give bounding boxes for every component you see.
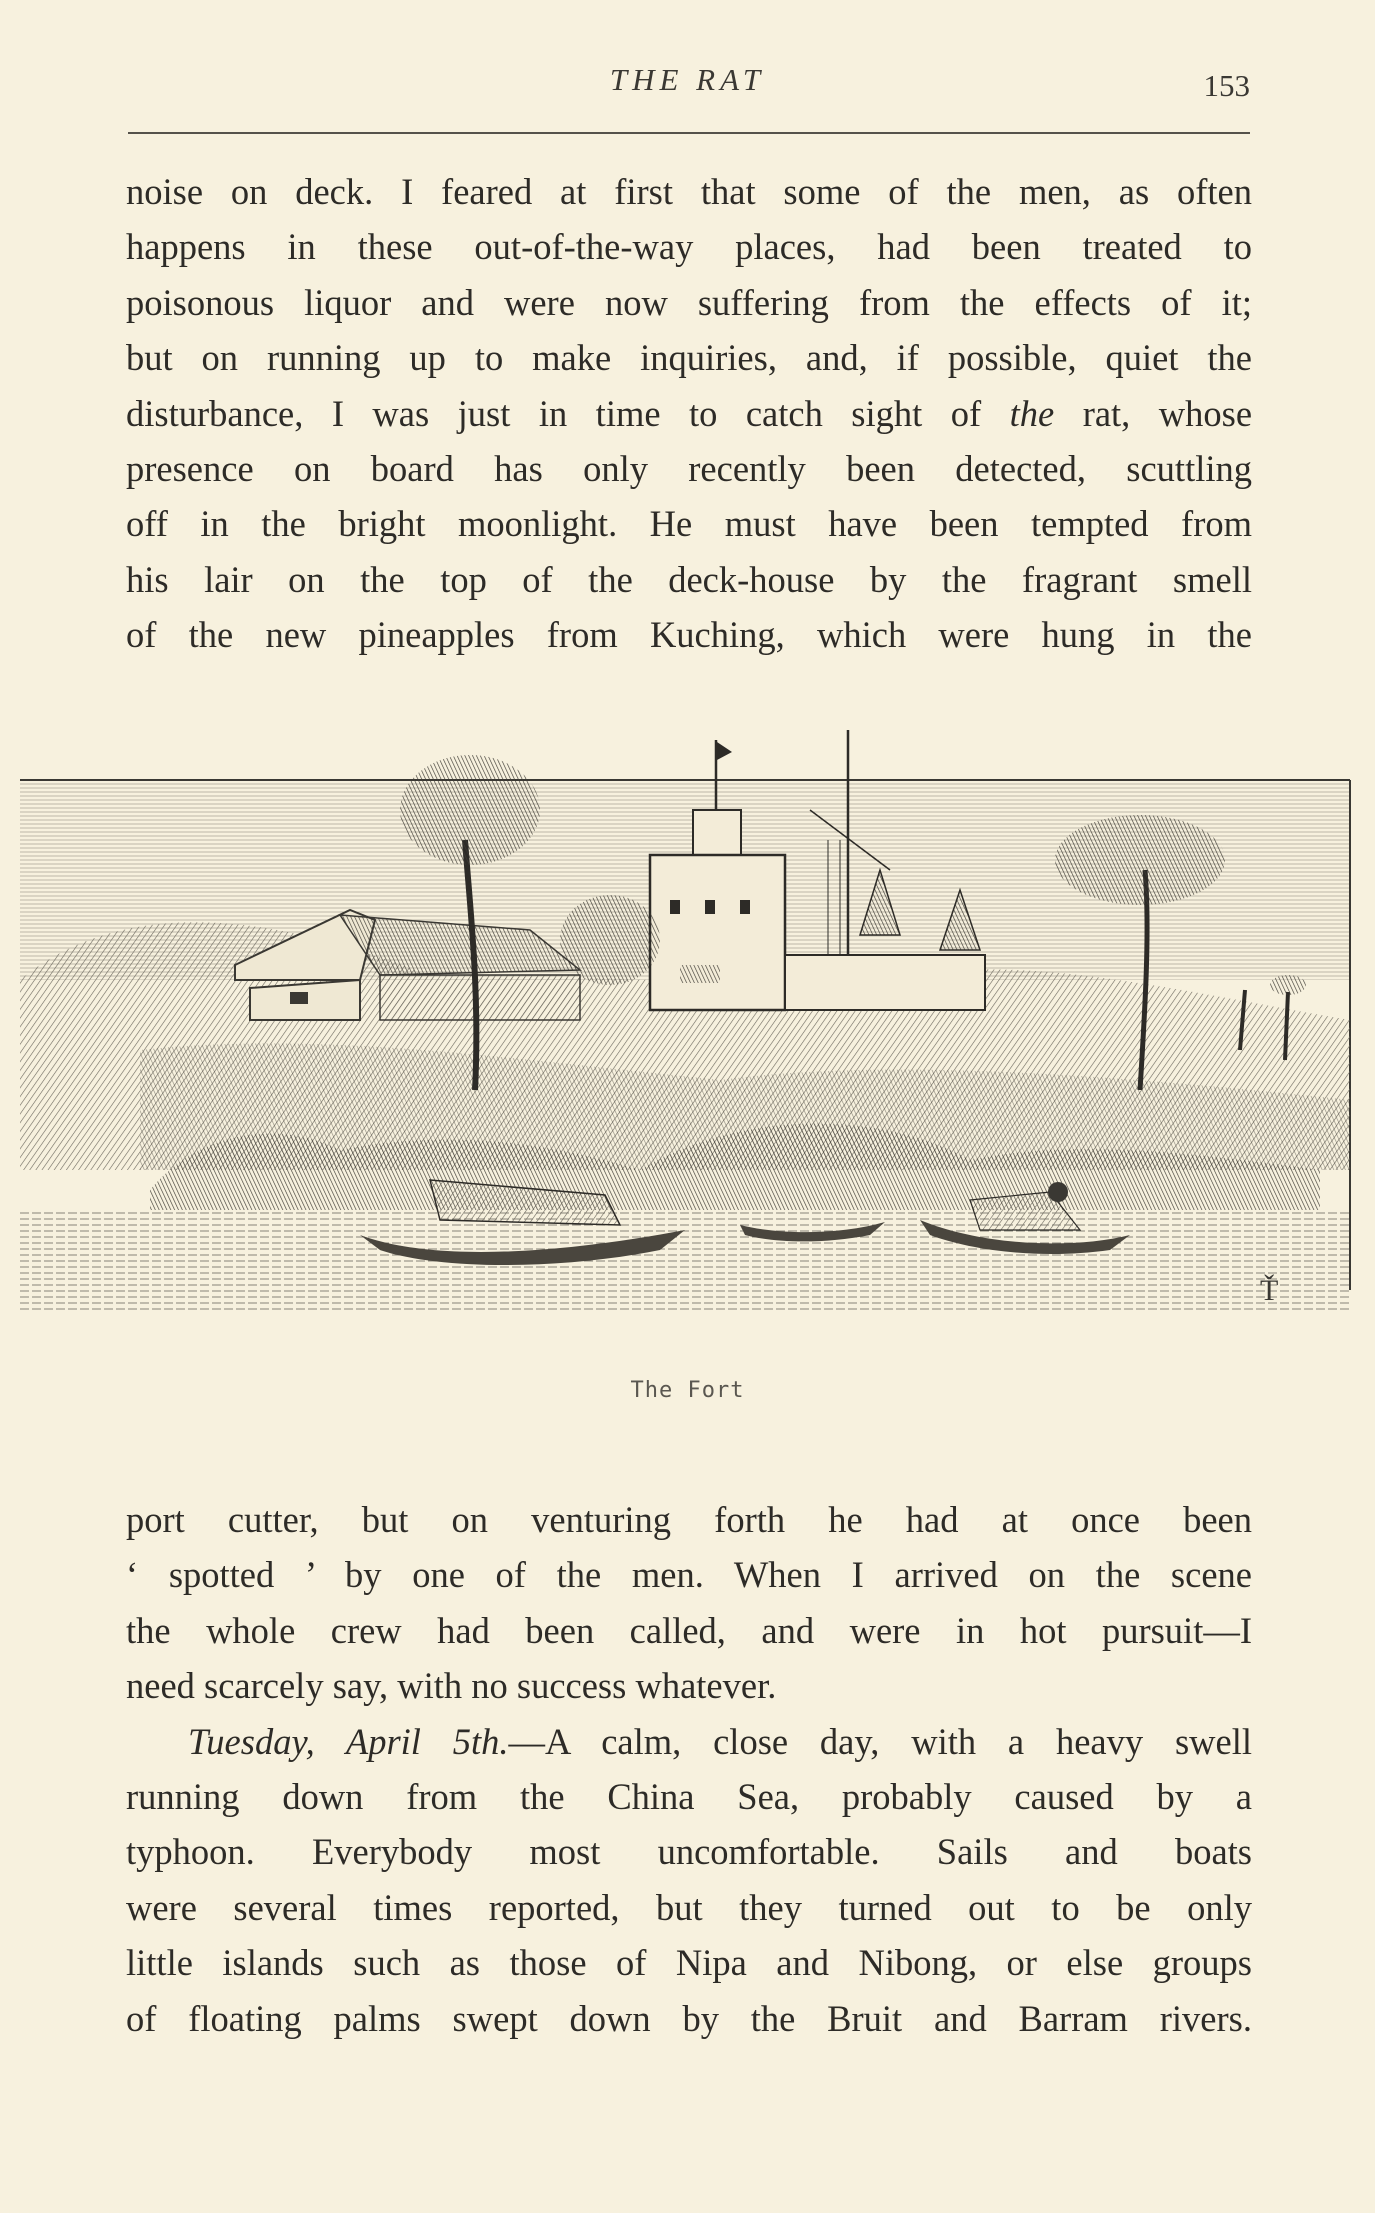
text-line: happens in these out-of-the-way places, had been treated to [126, 226, 1252, 268]
text-line: need scarcely say, with no success whatever. [126, 1665, 777, 1707]
river [20, 1210, 1350, 1310]
text-line: noise on deck. I feared at first that some of the men, as often [126, 171, 1252, 212]
text-line: the whole crew had been called, and were in hot pursuit—I [126, 1609, 1252, 1651]
text-line: presence on board has only recently been detected, scuttling [126, 447, 1252, 489]
text-line: ‘ spotted ’ by one of the men. When I arrived on the scene [126, 1554, 1252, 1596]
text-line: little islands such as those of Nipa and Nibong, or else groups [126, 1942, 1252, 1984]
text-line: but on running up to make inquiries, and, if possible, quiet the [126, 337, 1252, 379]
page-number: 153 [1203, 68, 1250, 103]
text-line: were several times reported, but they turned out to be only [126, 1886, 1252, 1928]
figure-caption: The Fort [630, 1378, 745, 1403]
text-line: off in the bright moonlight. He must have been tempted from [126, 503, 1252, 545]
text-line: typhoon. Everybody most uncomfortable. Sails and boats [126, 1831, 1252, 1873]
bush-fort [560, 895, 660, 985]
text-line [126, 386, 1252, 441]
running-head [0, 62, 1375, 108]
diary-date: Tuesday, April 5th. [188, 1720, 509, 1762]
italic-word: the [1009, 392, 1055, 434]
text-segment: rat, whose [1082, 392, 1252, 434]
text-line: his lair on the top of the deck-house by the fragrant smell [126, 558, 1252, 600]
em-dash: — [508, 1720, 546, 1762]
text-segment: disturbance, I was just in time to catch sight of [126, 392, 982, 434]
text-line: poisonous liquor and were now suffering from the effects of it; [126, 281, 1252, 323]
running-title: THE RAT [609, 62, 766, 97]
diary-entry-first-line [126, 1714, 1252, 1769]
paragraph-top [126, 164, 1252, 663]
text-line: of the new pineapples from Kuching, which were hung in the [126, 614, 1252, 656]
paragraph-bottom [126, 1492, 1252, 2046]
header-rule [128, 132, 1250, 134]
text-segment: A calm, close day, with a heavy swell [545, 1720, 1252, 1762]
text-line: of floating palms swept down by the Bruit and Barram rivers. [126, 1997, 1252, 2039]
text-line: port cutter, but on venturing forth he had at once been [126, 1499, 1252, 1540]
engraver-monogram: Ť [1260, 1274, 1279, 1307]
text-line: running down from the China Sea, probably caused by a [126, 1775, 1252, 1817]
fort-engraving [20, 730, 1355, 1330]
